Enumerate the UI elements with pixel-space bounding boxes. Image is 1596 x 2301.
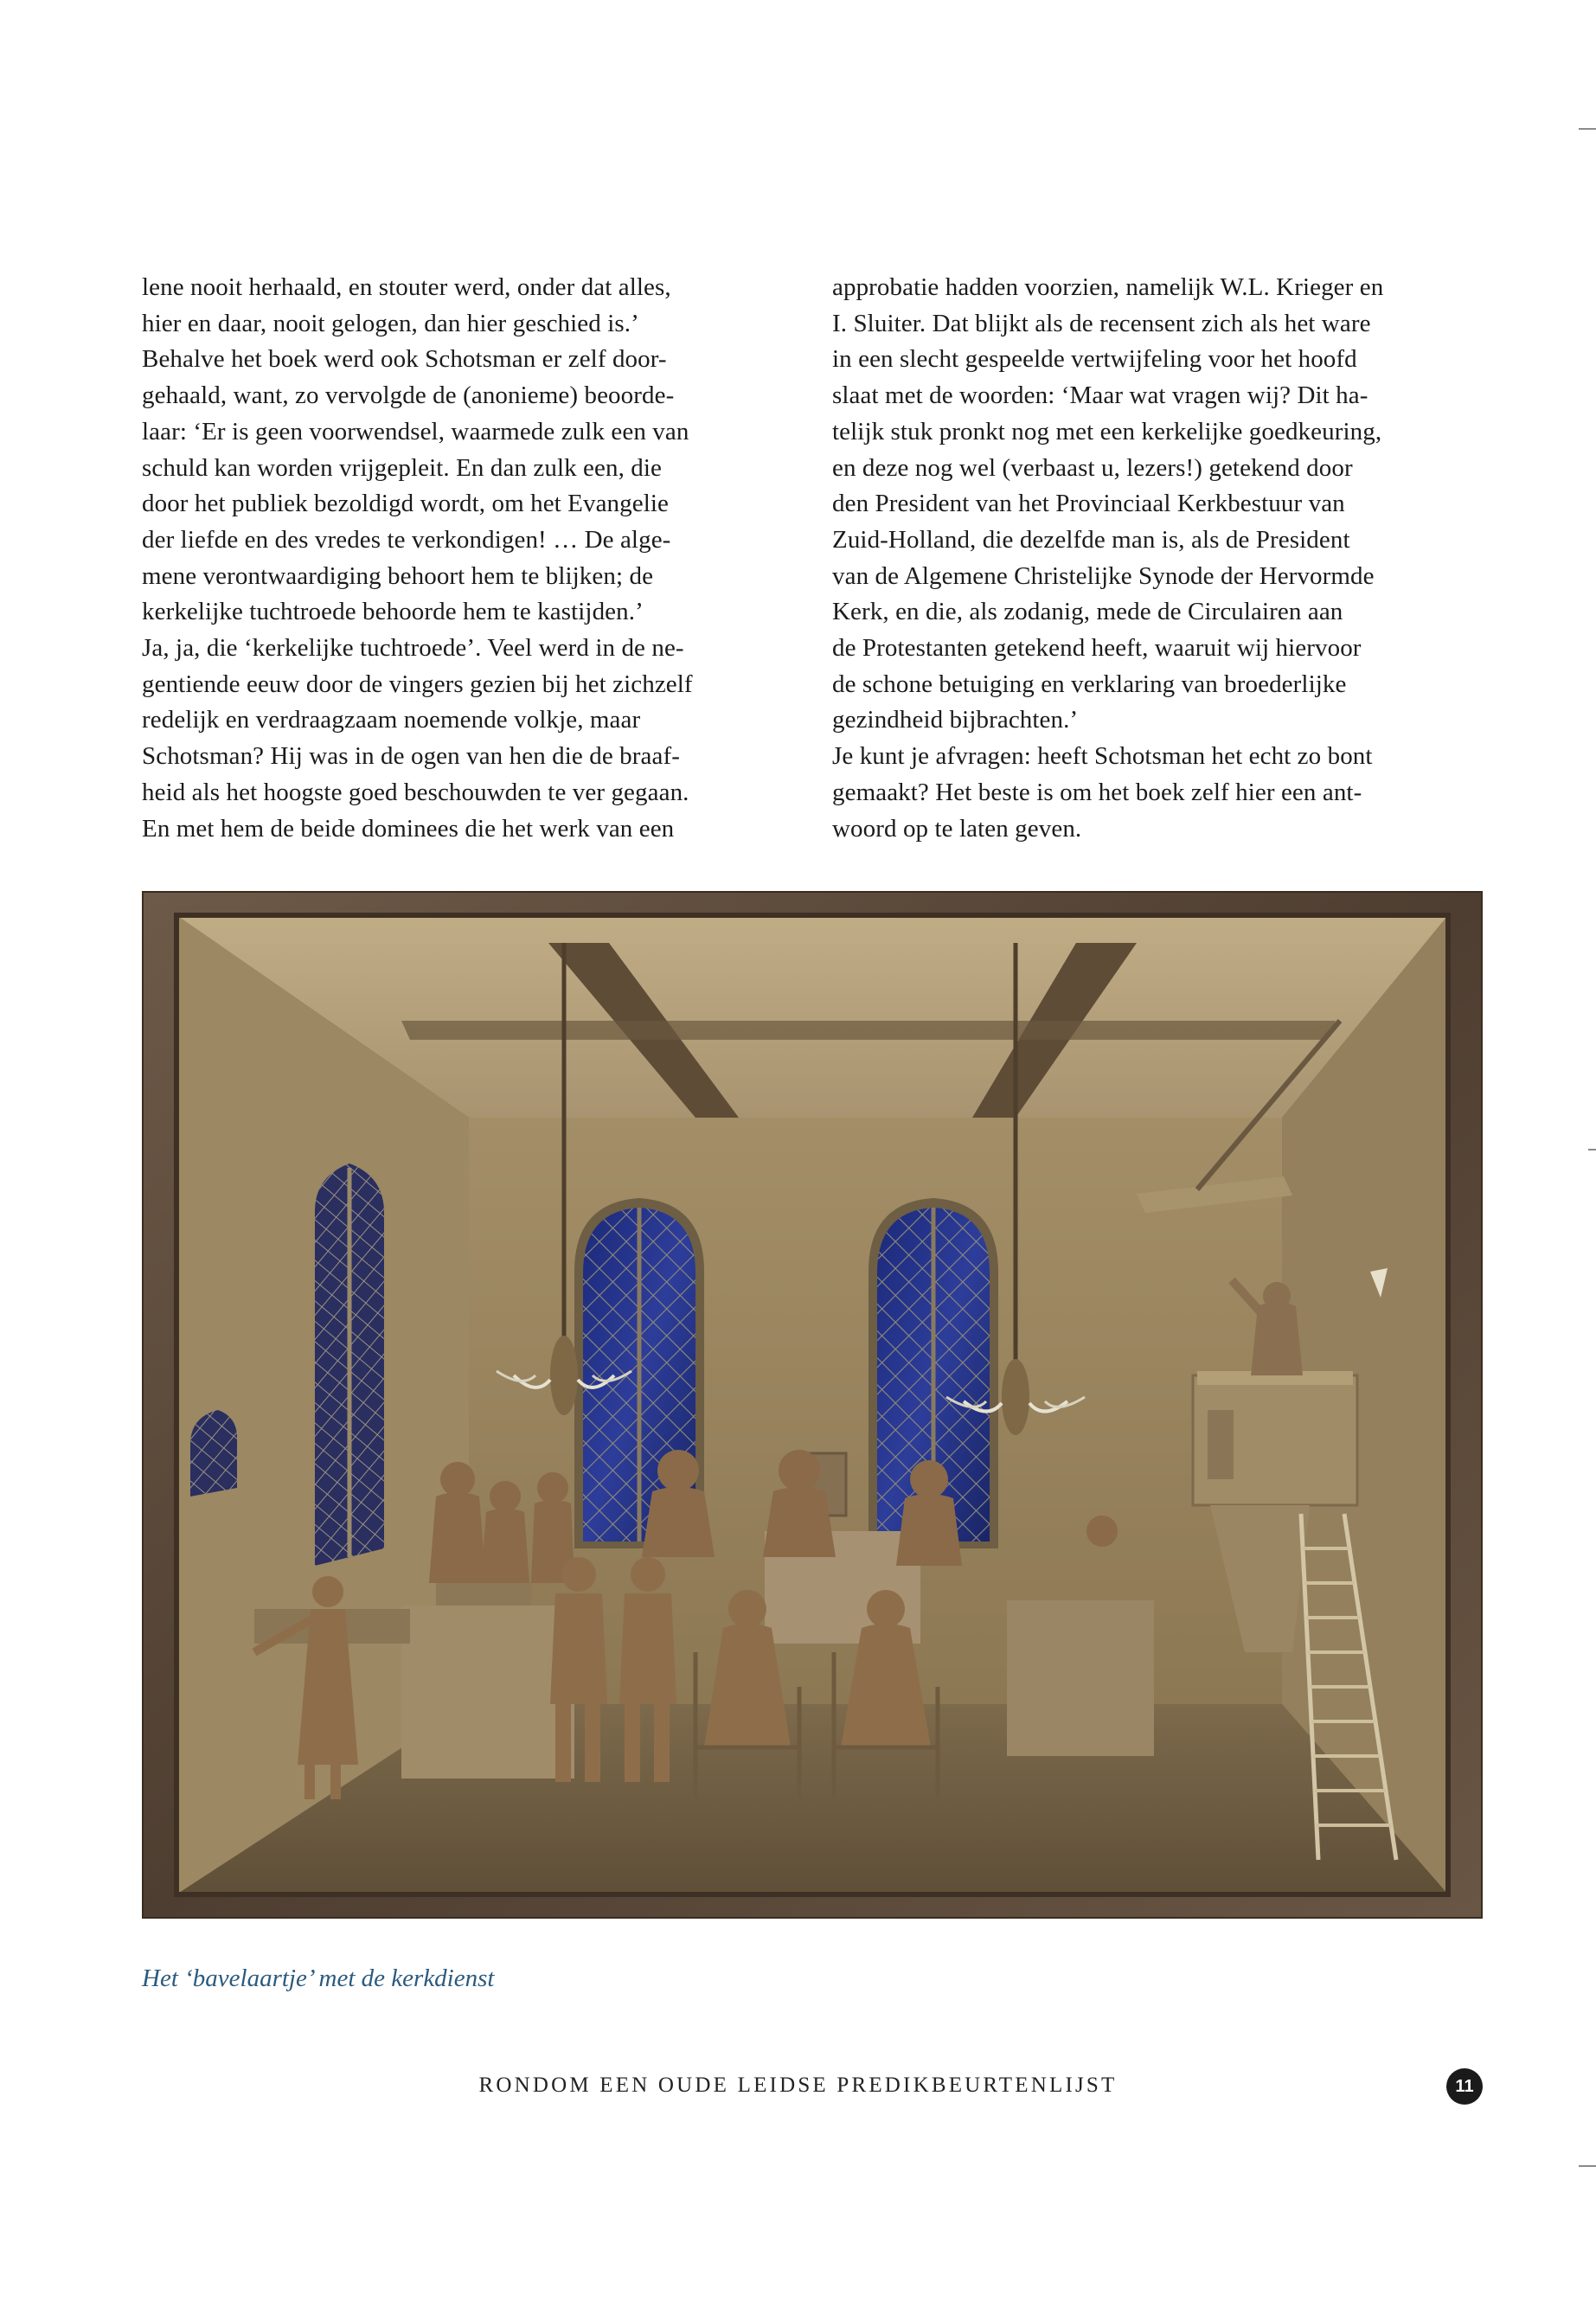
text-line: gemaakt? Het beste is om het boek zelf hier een ant-	[832, 778, 1362, 806]
text-line: Behalve het boek werd ook Schotsman er zelf door-	[142, 345, 667, 374]
crop-mark-middle	[1588, 1149, 1596, 1150]
text-line: in een slecht gespeelde vertwijfeling voor het hoofd	[832, 345, 1357, 374]
diorama-photo	[142, 891, 1483, 1919]
text-line: laar: ‘Er is geen voorwendsel, waarmede zulk een van	[142, 417, 689, 445]
text-line: de schone betuiging en verklaring van broederlijke	[832, 670, 1347, 698]
text-line: en deze nog wel (verbaast u, lezers!) getekend door	[832, 453, 1353, 482]
text-line: En met hem de beide dominees die het werk van een	[142, 814, 675, 843]
text-line: van de Algemene Christelijke Synode der Hervormde	[832, 561, 1375, 590]
text-line: kerkelijke tuchtroede behoorde hem te kastijden.’	[142, 598, 644, 626]
text-line: Je kunt je afvragen: heeft Schotsman het echt zo bont	[832, 742, 1373, 771]
running-footer-title: RONDOM EEN OUDE LEIDSE PREDIKBEURTENLIJST	[478, 2073, 1118, 2097]
text-line: lene nooit herhaald, en stouter werd, onder dat alles,	[142, 273, 671, 301]
text-line: gehaald, want, zo vervolgde de (anonieme) beoorde-	[142, 381, 675, 410]
text-line: schuld kan worden vrijgepleit. En dan zulk een, die	[142, 453, 663, 482]
text-line: Kerk, en die, als zodanig, mede de Circulairen aan	[832, 598, 1343, 626]
text-line: Schotsman? Hij was in de ogen van hen die de braaf-	[142, 742, 680, 771]
text-line: telijk stuk pronkt nog met een kerkelijke goedkeuring,	[832, 417, 1382, 445]
text-line: gentiende eeuw door de vingers gezien bij het zichzelf	[142, 670, 693, 698]
text-column-right	[832, 270, 1479, 847]
text-line: heid als het hoogste goed beschouwden te ver gegaan.	[142, 778, 689, 806]
crop-mark-bottom	[1579, 2165, 1596, 2167]
text-line: I. Sluiter. Dat blijkt als de recensent zich als het ware	[832, 309, 1371, 337]
text-line: approbatie hadden voorzien, namelijk W.L. Krieger en	[832, 273, 1384, 301]
text-line: gezindheid bijbrachten.’	[832, 706, 1079, 734]
text-line: woord op te laten geven.	[832, 814, 1082, 843]
text-line: Zuid-Holland, die dezelfde man is, als de President	[832, 525, 1350, 554]
text-line: door het publiek bezoldigd wordt, om het Evangelie	[142, 490, 670, 518]
text-line: mene verontwaardiging behoort hem te blijken; de	[142, 561, 654, 590]
text-line: redelijk en verdraagzaam noemende volkje, maar	[142, 706, 641, 734]
side-window	[315, 1163, 384, 1566]
text-column-left	[142, 270, 789, 847]
text-line: slaat met de woorden: ‘Maar wat vragen wij? Dit ha-	[832, 381, 1368, 410]
crop-mark-top	[1579, 128, 1596, 130]
text-line: de Protestanten getekend heeft, waaruit wij hiervoor	[832, 634, 1362, 663]
page-number: 11	[1446, 2068, 1483, 2105]
text-line: hier en daar, nooit gelogen, dan hier geschied is.’	[142, 309, 639, 337]
text-line: der liefde en des vredes te verkondigen! … De alge-	[142, 525, 671, 554]
text-line: Ja, ja, die ‘kerkelijke tuchtroede’. Veel werd in de ne-	[142, 634, 684, 663]
side-window-small	[190, 1410, 237, 1497]
figure-caption: Het ‘bavelaartje’ met de kerkdienst	[142, 1965, 495, 1992]
text-line: den President van het Provinciaal Kerkbestuur van	[832, 490, 1345, 518]
